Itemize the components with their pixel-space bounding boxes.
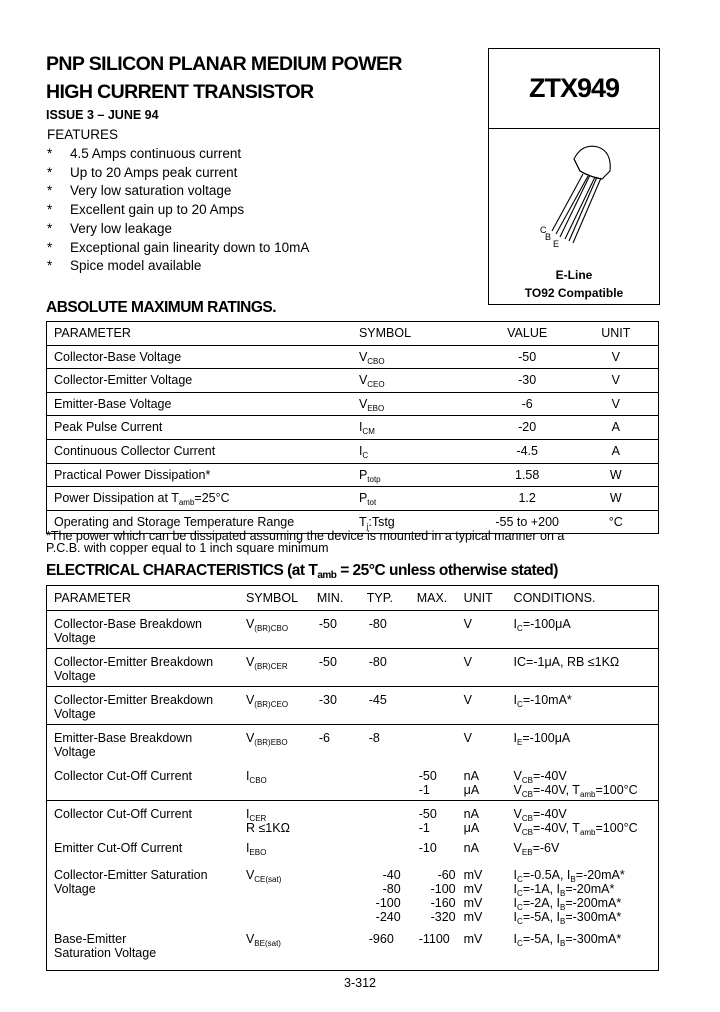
max-cell: -1100 bbox=[418, 931, 450, 946]
feature-text: 4.5 Amps continuous current bbox=[70, 146, 242, 161]
abs-max-heading: ABSOLUTE MAXIMUM RATINGS. bbox=[46, 299, 277, 316]
min-cell: -6 bbox=[318, 731, 330, 745]
unit-cell: W bbox=[574, 487, 659, 511]
conditions-cell: $I_E=-100\mu A$ bbox=[513, 731, 571, 747]
parameter-cell: Collector Cut-Off Current bbox=[54, 807, 193, 821]
table-header-row bbox=[47, 586, 659, 611]
parameter-cell: Practical Power Dissipation* bbox=[47, 463, 351, 487]
pin-label-b: B bbox=[545, 232, 552, 242]
feature-text: Up to 20 Amps peak current bbox=[70, 164, 238, 180]
symbol-cell: $V_{CEO}$ bbox=[351, 369, 481, 393]
bullet-asterisk: * bbox=[47, 146, 53, 161]
max-cell bbox=[413, 649, 462, 687]
symbol-cell: $I_{EBO}$ bbox=[245, 840, 267, 857]
typ-cell: -8 bbox=[368, 731, 380, 745]
bullet-asterisk: * bbox=[47, 258, 53, 274]
symbol-cell: $V_{CE(sat)}$ bbox=[245, 867, 282, 884]
parameter-cell: Emitter-Base Voltage bbox=[47, 392, 351, 416]
conditions-cell: $I_C=-0.5A$, $I_B=-20mA*$ $I_C=-1A$, $I_B=-20mA*$ $I_C=-2A$, $I_B=-200mA*$ $I_C=-5A$, $I_B=-300mA*$ bbox=[513, 867, 625, 926]
typ-cell: -80 bbox=[363, 611, 413, 649]
typ-cell: -80 bbox=[363, 649, 413, 687]
typ-cell: -45 bbox=[363, 687, 413, 725]
parameter-cell: Emitter Cut-Off Current bbox=[54, 840, 183, 855]
parameter-cell: Power Dissipation at $T_{amb}=25^\circ C$ bbox=[47, 487, 351, 511]
parameter-cell: Collector-Base Breakdown Voltage bbox=[47, 611, 242, 649]
table-row bbox=[47, 926, 659, 971]
unit-cell: mV bbox=[463, 931, 483, 946]
max-cell bbox=[413, 611, 462, 649]
value-cell: -4.5 bbox=[481, 439, 574, 463]
value-cell: -20 bbox=[481, 416, 574, 440]
value-cell: 1.2 bbox=[481, 487, 574, 511]
elec-table bbox=[46, 585, 659, 971]
column-header: UNIT bbox=[462, 586, 510, 611]
table-row bbox=[47, 369, 659, 393]
symbol-cell: $P_{totp}$ bbox=[351, 463, 481, 487]
package-line-1: E-Line bbox=[555, 268, 593, 282]
column-header: VALUE bbox=[481, 322, 574, 346]
feature-text: Excellent gain up to 20 Amps bbox=[70, 202, 245, 218]
elec-heading-sub: amb bbox=[317, 570, 337, 581]
feature-text: Exceptional gain linearity down to 10mA bbox=[70, 239, 310, 255]
pin-label-c: C bbox=[540, 225, 547, 235]
max-cell bbox=[413, 725, 462, 763]
bullet-asterisk: * bbox=[47, 202, 53, 218]
table-header-row bbox=[47, 322, 659, 346]
table-row bbox=[47, 416, 659, 440]
symbol-cell: $I_{CER}$ R ≤1KΩ bbox=[245, 807, 290, 835]
column-header: UNIT bbox=[574, 322, 659, 346]
conditions-cell: $V_{CB}=-40V$ $V_{CB}=-40V$, $T_{amb}=100^\circ C$ bbox=[513, 807, 638, 837]
table-row bbox=[47, 487, 659, 511]
conditions-cell: $I_C=-10mA*$ bbox=[510, 687, 659, 725]
part-number: ZTX949 bbox=[489, 48, 659, 129]
symbol-cell: $V_{CBO}$ bbox=[351, 345, 481, 369]
value-cell: -55 to +200 bbox=[495, 514, 559, 529]
column-header: PARAMETER bbox=[47, 322, 351, 346]
column-header: MIN. bbox=[313, 586, 363, 611]
unit-cell: V bbox=[574, 345, 659, 369]
max-cell: -60 -100 -160 -320 bbox=[430, 867, 456, 924]
min-cell bbox=[313, 839, 363, 863]
value-cell: -6 bbox=[481, 392, 574, 416]
unit-cell: V bbox=[574, 369, 659, 393]
table-row bbox=[47, 649, 659, 687]
table-row bbox=[47, 725, 659, 763]
unit-cell: V bbox=[463, 731, 472, 745]
table-row bbox=[47, 863, 659, 926]
unit-cell: nA bbox=[463, 840, 479, 855]
unit-cell: V bbox=[462, 611, 510, 649]
parameter-cell: Collector-Emitter Saturation Voltage bbox=[54, 867, 208, 896]
parameter-cell: Base-Emitter Saturation Voltage bbox=[54, 931, 157, 960]
typ-cell bbox=[363, 801, 413, 839]
feature-text: Very low saturation voltage bbox=[70, 183, 232, 199]
unit-cell: V bbox=[574, 392, 659, 416]
symbol-cell: $P_{tot}$ bbox=[351, 487, 481, 511]
unit-cell: A bbox=[574, 439, 659, 463]
symbol-cell: $V_{(BR)CEO}$ bbox=[242, 687, 313, 725]
title-line-1: PNP SILICON PLANAR MEDIUM POWER bbox=[46, 53, 402, 75]
unit-cell: nA μA bbox=[462, 763, 510, 801]
column-header: SYMBOL bbox=[242, 586, 313, 611]
parameter-cell: Peak Pulse Current bbox=[47, 416, 351, 440]
parameter-cell: Collector-Base Voltage bbox=[47, 345, 351, 369]
symbol-cell: $V_{(BR)CER}$ bbox=[242, 649, 313, 687]
parameter-cell: Collector Cut-Off Current bbox=[47, 763, 242, 801]
symbol-cell: $V_{(BR)EBO}$ bbox=[245, 731, 288, 747]
features-heading: FEATURES bbox=[47, 127, 119, 142]
min-cell: -50 bbox=[313, 611, 363, 649]
symbol-cell: $I_{CM}$ bbox=[351, 416, 481, 440]
parameter-cell: Operating and Storage Temperature Range bbox=[54, 514, 295, 529]
column-header: MAX. bbox=[413, 586, 462, 611]
typ-cell bbox=[363, 839, 413, 863]
elec-heading-text-b: = 25°C unless otherwise stated) bbox=[336, 562, 558, 579]
elec-heading-text-a: ELECTRICAL CHARACTERISTICS (at T bbox=[46, 562, 318, 579]
min-cell bbox=[313, 863, 363, 926]
unit-cell: °C bbox=[608, 514, 623, 529]
parameter-cell: Collector-Emitter Breakdown Voltage bbox=[47, 687, 242, 725]
feature-text: Spice model available bbox=[70, 258, 202, 274]
column-header: CONDITIONS. bbox=[510, 586, 659, 611]
column-header: SYMBOL bbox=[351, 322, 481, 346]
bullet-asterisk: * bbox=[47, 239, 53, 255]
column-header: PARAMETER bbox=[47, 586, 242, 611]
bullet-asterisk: * bbox=[47, 183, 53, 199]
bullet-asterisk: * bbox=[47, 164, 53, 180]
package-line-2: TO92 Compatible bbox=[524, 286, 624, 300]
value-cell: 1.58 bbox=[481, 463, 574, 487]
conditions-cell: $V_{CB}=-40V$ $V_{CB}=-40V$, $T_{amb}=100^\circ C$ bbox=[510, 763, 659, 801]
value-cell: -50 bbox=[481, 345, 574, 369]
title-line-2: HIGH CURRENT TRANSISTOR bbox=[46, 81, 314, 103]
typ-cell: -40 -80 -100 -240 bbox=[375, 867, 401, 924]
parameter-cell: Emitter-Base Breakdown Voltage bbox=[54, 731, 193, 759]
column-header: TYP. bbox=[363, 586, 413, 611]
unit-cell: nA μA bbox=[463, 807, 480, 835]
max-cell: -50 -1 bbox=[413, 763, 462, 801]
parameter-cell: Collector-Emitter Breakdown Voltage bbox=[47, 649, 242, 687]
unit-cell: mV mV mV mV bbox=[463, 867, 483, 924]
min-cell: -30 bbox=[313, 687, 363, 725]
abs-max-table bbox=[46, 321, 659, 534]
typ-cell bbox=[363, 763, 413, 801]
parameter-cell: Collector-Emitter Voltage bbox=[47, 369, 351, 393]
table-row bbox=[47, 763, 659, 801]
conditions-cell: $V_{EB}=-6V$ bbox=[513, 840, 560, 857]
table-row bbox=[47, 345, 659, 369]
min-cell bbox=[313, 763, 363, 801]
elec-heading bbox=[46, 562, 558, 580]
parameter-cell: Continuous Collector Current bbox=[47, 439, 351, 463]
table-row bbox=[47, 439, 659, 463]
min-cell bbox=[313, 801, 363, 839]
conditions-cell: $I_C=-100\mu A$ bbox=[510, 611, 659, 649]
unit-cell: A bbox=[574, 416, 659, 440]
feature-text: Very low leakage bbox=[70, 220, 173, 236]
value-cell: -30 bbox=[481, 369, 574, 393]
pin-label-e: E bbox=[553, 239, 560, 249]
issue-line: ISSUE 3 – JUNE 94 bbox=[46, 108, 159, 122]
min-cell bbox=[313, 926, 363, 971]
symbol-cell: $I_C$ bbox=[351, 439, 481, 463]
max-cell: -50 -1 bbox=[418, 807, 437, 835]
table-row bbox=[47, 687, 659, 725]
unit-cell: W bbox=[574, 463, 659, 487]
max-cell: -10 bbox=[418, 840, 437, 855]
unit-cell: V bbox=[462, 687, 510, 725]
conditions-cell: $I_C=-5A$, $I_B=-300mA*$ bbox=[513, 931, 622, 948]
max-cell bbox=[413, 687, 462, 725]
symbol-cell: $V_{EBO}$ bbox=[351, 392, 481, 416]
power-note-line-1: *The power which can be dissipated assuming the device is mounted in a typical manner on a bbox=[46, 529, 565, 543]
conditions-cell: IC=-1μA, RB ≤1KΩ bbox=[510, 649, 659, 687]
table-row bbox=[47, 611, 659, 649]
table-row bbox=[47, 392, 659, 416]
symbol-cell: $T_j:Tstg$ bbox=[358, 514, 395, 531]
symbol-cell: $V_{BE(sat)}$ bbox=[245, 931, 281, 948]
min-cell: -50 bbox=[313, 649, 363, 687]
table-row bbox=[47, 801, 659, 839]
symbol-cell: $I_{CBO}$ bbox=[242, 763, 313, 801]
table-row bbox=[47, 839, 659, 863]
table-row bbox=[47, 463, 659, 487]
page-number: 3-312 bbox=[344, 976, 376, 990]
symbol-cell: $V_{(BR)CBO}$ bbox=[242, 611, 313, 649]
unit-cell: V bbox=[462, 649, 510, 687]
power-note-line-2: P.C.B. with copper equal to 1 inch square minimum bbox=[46, 541, 329, 555]
typ-cell: -960 bbox=[368, 931, 394, 946]
bullet-asterisk: * bbox=[47, 220, 53, 236]
